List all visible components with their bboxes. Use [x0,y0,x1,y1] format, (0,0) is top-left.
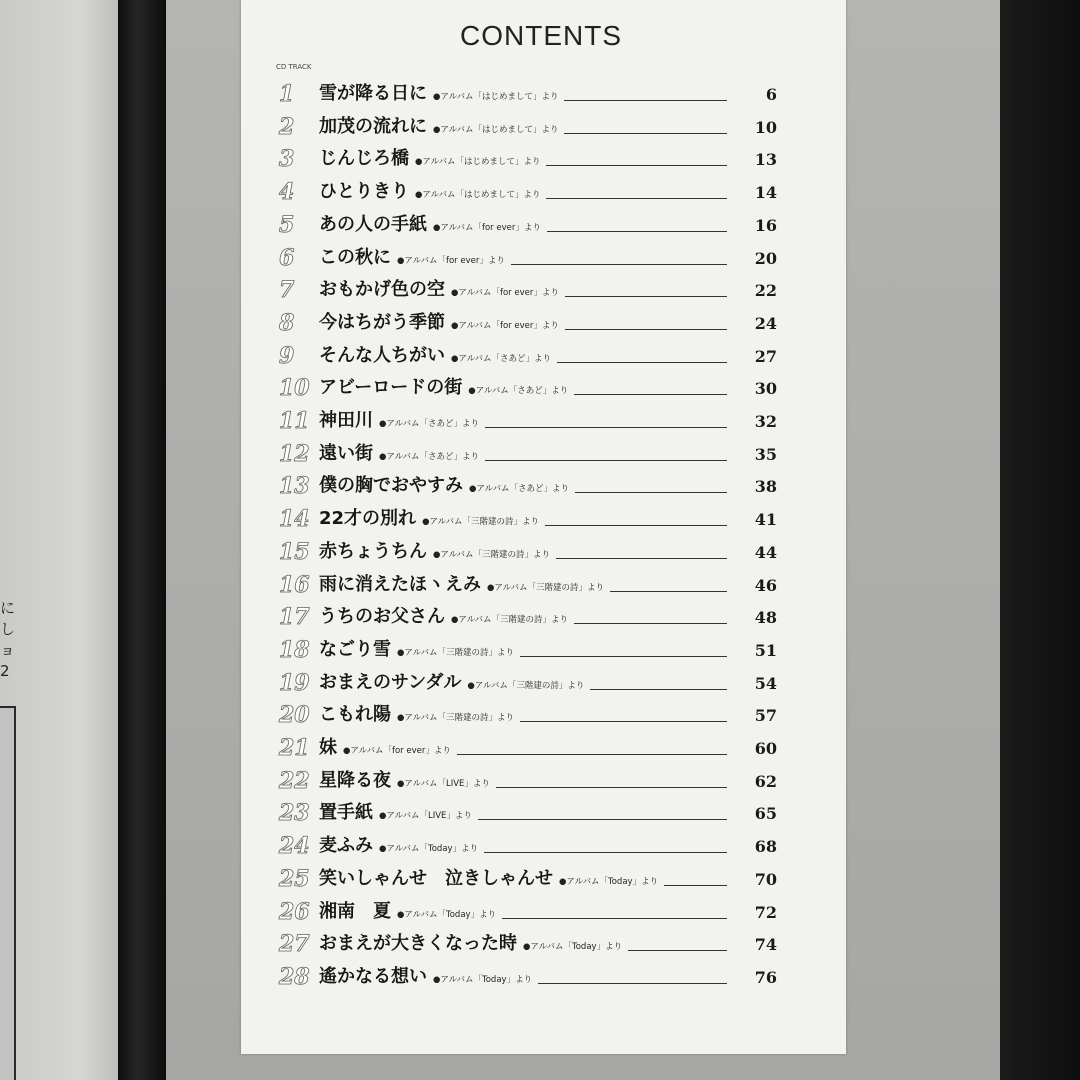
album-source: ●アルバム「はじめまして」より [415,157,541,168]
entry-text [319,407,479,435]
song-title: 星降る夜 [319,769,391,791]
toc-entry [241,472,846,505]
page-number: 57 [754,706,777,726]
song-title: うちのお父さん [319,606,445,628]
entry-text [319,898,496,926]
track-number: 26 [279,898,310,925]
track-number: 10 [279,375,310,402]
toc-entry [241,178,846,211]
leader-line [478,819,727,820]
track-number: 13 [279,473,310,500]
song-title: 笑いしゃんせ 泣きしゃんせ [319,867,553,889]
toc-entry [241,309,846,342]
entry-text [319,80,558,108]
entry-text [319,767,490,795]
entry-text [319,799,472,827]
song-title: 遠い街 [319,442,373,464]
track-number: 1 [279,81,295,107]
entry-text [319,440,479,468]
album-source: ●アルバム「Today」より [379,844,479,855]
toc-entry [241,636,846,669]
song-title: 22才の別れ [319,508,417,530]
leader-line [485,427,727,428]
cd-track-label: CD TRACK [276,63,312,71]
album-source: ●アルバム「for ever」より [451,320,559,331]
track-number: 24 [279,833,310,860]
song-title: 湘南 夏 [319,900,391,922]
song-title: 遙かなる想い [319,965,427,987]
track-number: 20 [279,702,310,729]
page-number: 60 [754,739,777,758]
page-number: 72 [754,902,777,922]
track-number: 19 [279,669,310,696]
song-title: おもかげ色の空 [319,279,445,301]
toc-entry [241,799,846,832]
album-source: ●アルバム「Today」より [397,909,497,920]
page-number: 44 [754,542,777,562]
album-source: ●アルバム「さあど」より [379,419,479,429]
entry-text [319,603,568,631]
leader-line [565,329,727,330]
song-title: 加茂の流れに [319,115,427,137]
entry-text [319,701,514,729]
track-number: 9 [279,342,295,369]
track-number: 23 [279,800,310,827]
page-number: 35 [754,444,777,464]
leader-line [547,231,727,232]
album-source: ●アルバム「三階建の詩」より [487,582,604,593]
song-title: この秋に [319,246,391,268]
album-source: ●アルバム「さあど」より [379,451,479,462]
page-number: 30 [754,379,777,399]
leader-line [538,983,727,984]
track-number: 22 [279,767,310,794]
page-number: 48 [754,608,777,628]
toc-entry [241,603,846,636]
toc-entry [241,440,846,473]
song-title: おまえのサンダル [319,671,462,693]
track-number: 17 [279,604,310,631]
leader-line [664,885,727,886]
toc-entry [241,832,846,865]
album-source: ●アルバム「LIVE」より [379,811,472,822]
track-number: 14 [279,506,310,533]
left-page [0,0,118,1080]
left-page-box [0,706,16,1080]
entry-text [319,309,559,337]
entry-text [319,276,559,304]
page-number: 32 [754,412,777,431]
toc-entry [241,505,846,538]
page-number: 65 [754,804,777,824]
page-title: CONTENTS [460,20,622,51]
page-number: 10 [754,117,777,137]
entry-text [319,538,550,566]
toc-entry [241,865,846,898]
page-number: 24 [754,313,777,333]
leader-line [557,362,727,363]
leader-line [628,950,727,951]
leader-line [546,165,727,166]
toc-entry [241,930,846,963]
leader-line [496,787,727,788]
track-number: 3 [279,146,295,173]
table-background [1000,0,1080,1080]
track-number: 5 [279,211,295,238]
toc-entry [241,211,846,244]
album-source: ●アルバム「LIVE」より [397,778,490,789]
toc-entry [241,963,846,996]
page-number: 22 [754,281,777,301]
entry-text [319,734,451,762]
album-source: ●アルバム「Today」より [559,876,659,887]
song-title: 今はちがう季節 [319,311,445,333]
track-number: 7 [279,277,295,304]
track-number: 8 [279,309,295,336]
leader-line [484,852,727,853]
page-number: 68 [754,837,777,857]
leader-line [564,100,727,101]
leader-line [520,721,727,722]
album-source: ●アルバム「三階建の詩」より [433,549,550,560]
song-title: 赤ちょうちん [319,540,427,562]
toc-entry [241,734,846,767]
album-source: ●アルバム「はじめまして」より [415,190,541,201]
album-source: ●アルバム「三階建の詩」より [451,615,568,626]
entry-text [319,178,540,206]
song-title: 雨に消えたほヽえみ [319,573,481,595]
page-number: 54 [754,673,777,693]
album-source: ●アルバム「for ever」より [451,288,559,299]
entry-text [319,211,541,239]
album-source: ●アルバム「三階建の詩」より [422,517,540,528]
song-title: 雪が降る日に [319,83,427,104]
page-number: 62 [754,771,777,791]
entry-text [319,505,539,533]
entry-text [319,472,569,500]
page-number: 16 [754,215,777,235]
song-title: 僕の胸でおやすみ [319,475,463,497]
toc-entry [241,342,846,375]
page-number: 46 [754,575,777,595]
toc-entry [241,407,846,440]
toc-entry [241,113,846,146]
leader-line [574,623,727,624]
entry-text [319,669,584,697]
leader-line [511,264,727,265]
song-title: そんな人ちがい [319,344,445,366]
toc-entry [241,80,846,113]
page-number: 20 [754,248,777,268]
track-number: 12 [279,440,310,467]
entry-text [319,571,604,599]
toc-entry [241,244,846,277]
album-source: ●アルバム「for ever」より [343,746,451,756]
page-number: 70 [754,869,777,889]
page-number: 13 [754,150,777,170]
song-title: あの人の手紙 [319,213,427,235]
leader-line [590,689,727,690]
leader-line [574,394,727,395]
page-number: 74 [754,935,777,955]
page-number: 27 [754,346,777,366]
toc-entry [241,898,846,931]
album-source: ●アルバム「for ever」より [433,222,541,233]
leader-line [610,591,727,592]
album-source: ●アルバム「さあど」より [468,386,569,397]
album-source: ●アルバム「三階建の詩」より [397,713,514,724]
song-title: 神田川 [319,410,373,431]
song-title: じんじろ橋 [319,148,409,170]
toc-entry [241,571,846,604]
album-source: ●アルバム「さあど」より [451,353,551,364]
page-number: 38 [754,477,777,497]
track-number: 27 [279,931,310,958]
toc-entry [241,669,846,702]
page-number: 6 [765,85,777,104]
book-spine [118,0,166,1080]
track-number: 2 [279,113,295,140]
entry-text [319,113,558,141]
page-number: 14 [754,183,777,203]
toc-entry [241,145,846,178]
leader-line [556,558,727,559]
entry-text [319,244,505,272]
album-source: ●アルバム「for ever」より [397,255,505,266]
entry-text [319,636,514,664]
entry-text [319,342,551,370]
leader-line [564,133,727,134]
page-number: 51 [754,640,777,660]
album-source: ●アルバム「Today」より [433,974,533,985]
leader-line [546,198,727,199]
track-number: 4 [279,179,295,206]
entry-text [319,832,478,860]
entry-text [319,145,540,173]
entry-text [319,865,658,893]
entry-text [319,374,568,402]
left-page-text-fragment: に し ョ 2 [0,599,16,680]
song-title: おまえが大きくなった時 [319,933,517,955]
album-source: ●アルバム「さあど」より [469,484,569,495]
entry-text [319,930,622,958]
song-title: ひとりきり [319,181,409,203]
track-number: 16 [279,571,310,598]
toc-entry [241,374,846,407]
toc-entry [241,538,846,571]
track-number: 21 [279,735,310,761]
song-title: アビーロードの街 [319,377,463,399]
song-title: こもれ陽 [319,704,391,726]
page-number: 76 [754,967,777,987]
leader-line [545,525,727,526]
track-number: 18 [279,636,310,663]
track-number: 28 [279,963,310,990]
song-title: 妹 [319,737,337,758]
page-number: 41 [754,510,777,530]
track-number: 15 [279,538,310,565]
leader-line [565,296,727,297]
entry-text [319,963,532,991]
song-title: 麦ふみ [319,835,373,857]
toc-entry [241,701,846,734]
leader-line [457,754,727,755]
contents-sheet [241,0,846,1054]
track-number: 6 [279,244,295,271]
album-source: ●アルバム「三階建の詩」より [467,680,585,691]
album-source: ●アルバム「Today」より [523,942,623,953]
toc-entry [241,767,846,800]
leader-line [520,656,727,657]
song-title: 置手紙 [319,802,373,824]
album-source: ●アルバム「はじめまして」より [433,92,559,102]
album-source: ●アルバム「はじめまして」より [433,124,559,135]
leader-line [575,492,727,493]
leader-line [485,460,727,461]
album-source: ●アルバム「三階建の詩」より [397,647,514,658]
toc-entry [241,276,846,309]
song-title: なごり雪 [319,638,391,660]
track-number: 11 [279,408,310,434]
leader-line [502,918,727,919]
track-number: 25 [279,865,310,892]
